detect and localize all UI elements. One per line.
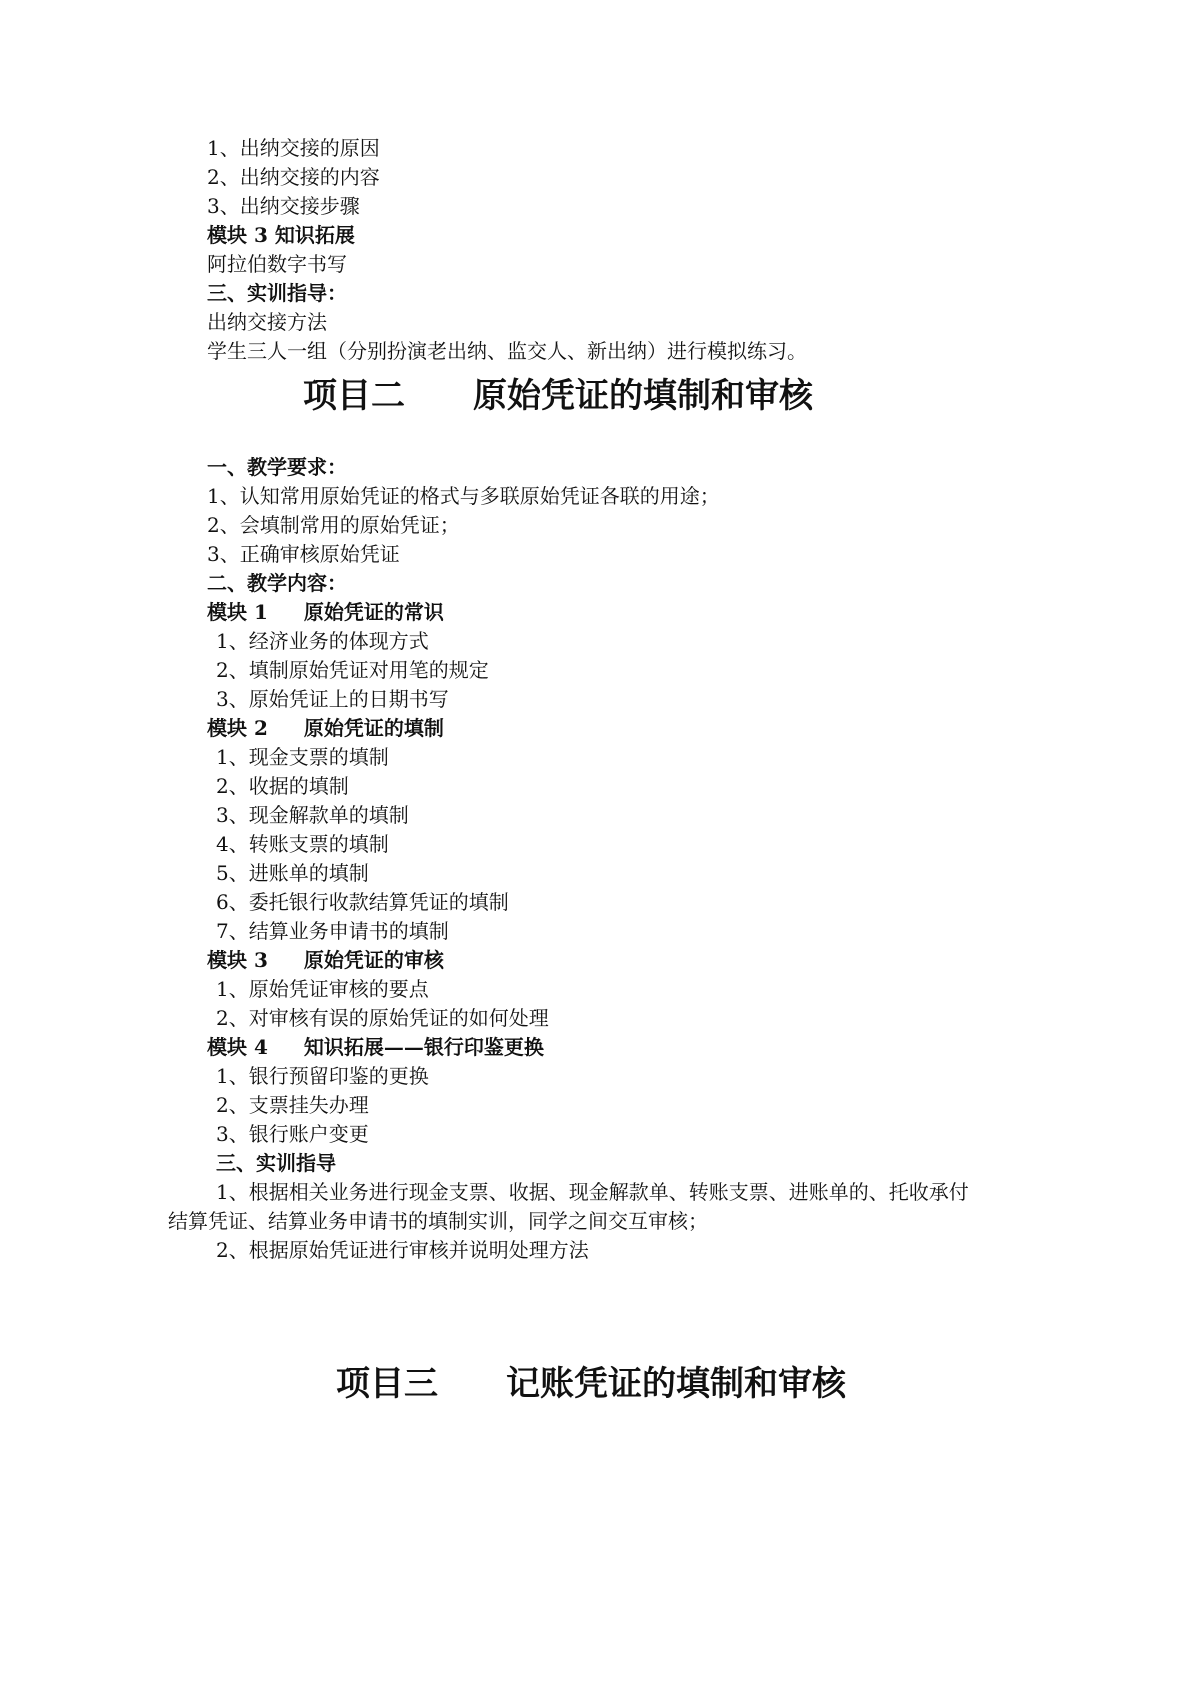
list-item: 3、原始凭证上的日期书写 (216, 687, 449, 711)
list-item: 3、正确审核原始凭证 (207, 542, 400, 566)
list-item: 1、出纳交接的原因 (207, 136, 380, 160)
list-item: 2、对审核有误的原始凭证的如何处理 (216, 1006, 549, 1030)
project-title (336, 1362, 846, 1406)
paragraph: 学生三人一组（分别扮演老出纳、监交人、新出纳）进行模拟练习。 (207, 339, 807, 363)
list-item: 3、出纳交接步骤 (207, 194, 360, 218)
project-title-prefix: 项目三 (336, 1364, 438, 1404)
module-label: 模块 3 (207, 948, 268, 972)
module-name: 原始凭证的填制 (303, 716, 444, 740)
module-name: 原始凭证的审核 (303, 948, 444, 972)
list-item: 5、进账单的填制 (216, 861, 369, 885)
module-heading: 模块 3 知识拓展 (207, 223, 355, 247)
section-heading: 三、实训指导： (207, 281, 347, 305)
paragraph: 阿拉伯数字书写 (207, 252, 347, 276)
list-item: 4、转账支票的填制 (216, 832, 389, 856)
list-item: 2、填制原始凭证对用笔的规定 (216, 658, 489, 682)
list-item: 1、银行预留印鉴的更换 (216, 1064, 429, 1088)
list-item: 1、原始凭证审核的要点 (216, 977, 429, 1001)
project-title-name: 记账凭证的填制和审核 (506, 1364, 846, 1404)
module-heading (207, 947, 444, 973)
paragraph: 结算凭证、结算业务申请书的填制实训，同学之间交互审核； (168, 1209, 708, 1233)
paragraph: 1、根据相关业务进行现金支票、收据、现金解款单、转账支票、进账单的、托收承付 (216, 1180, 969, 1204)
paragraph: 2、根据原始凭证进行审核并说明处理方法 (216, 1238, 589, 1262)
module-heading (207, 599, 444, 625)
list-item: 1、认知常用原始凭证的格式与多联原始凭证各联的用途； (207, 484, 720, 508)
list-item: 2、出纳交接的内容 (207, 165, 380, 189)
project-title-name: 原始凭证的填制和审核 (473, 376, 813, 416)
list-item: 6、委托银行收款结算凭证的填制 (216, 890, 509, 914)
module-name: 知识拓展——银行印鉴更换 (303, 1035, 544, 1059)
list-item: 2、收据的填制 (216, 774, 349, 798)
list-item: 7、结算业务申请书的填制 (216, 919, 449, 943)
module-label: 模块 4 (207, 1035, 268, 1059)
module-heading (207, 1034, 544, 1060)
module-heading (207, 715, 444, 741)
section-heading: 二、教学内容： (207, 571, 347, 595)
list-item: 2、支票挂失办理 (216, 1093, 369, 1117)
section-heading: 一、教学要求： (207, 455, 347, 479)
list-item: 3、现金解款单的填制 (216, 803, 409, 827)
section-heading: 三、实训指导 (216, 1151, 336, 1175)
module-name: 原始凭证的常识 (303, 600, 444, 624)
module-label: 模块 1 (207, 600, 268, 624)
list-item: 1、现金支票的填制 (216, 745, 389, 769)
paragraph: 出纳交接方法 (207, 310, 327, 334)
project-title-prefix: 项目二 (303, 376, 405, 416)
list-item: 3、银行账户变更 (216, 1122, 369, 1146)
project-title (303, 374, 813, 418)
module-label: 模块 2 (207, 716, 268, 740)
list-item: 2、会填制常用的原始凭证； (207, 513, 460, 537)
list-item: 1、经济业务的体现方式 (216, 629, 429, 653)
